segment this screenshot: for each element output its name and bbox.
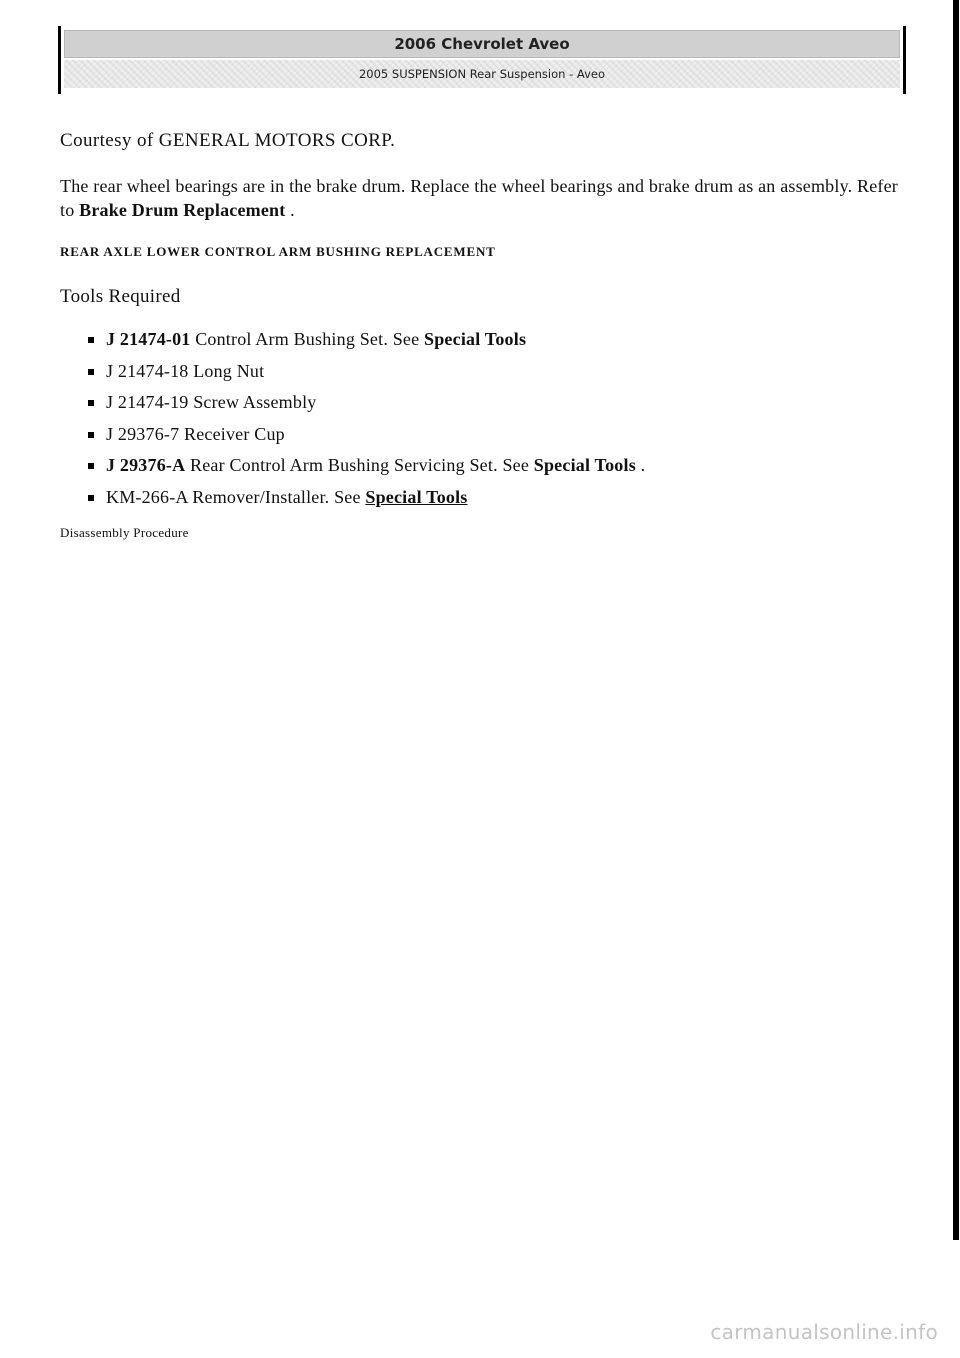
- tool-suffix: .: [635, 455, 646, 475]
- tool-item: [88, 419, 900, 451]
- brake-drum-link[interactable]: Brake Drum Replacement: [79, 200, 286, 220]
- document-header: [58, 26, 906, 94]
- bullet-icon: [88, 369, 94, 375]
- tool-item: [88, 356, 900, 388]
- intro-text: The rear wheel bearings are in the brake drum. Replace the wheel bearings and brake drum as an assembly. Refer to: [60, 176, 898, 220]
- tool-desc: Remover/Installer. See: [187, 486, 366, 507]
- tool-code: J 21474-18: [106, 360, 189, 381]
- tool-item: [88, 450, 900, 482]
- bullet-icon: [88, 463, 94, 469]
- vehicle-title: 2006 Chevrolet Aveo: [64, 30, 900, 58]
- tool-desc: Control Arm Bushing Set. See: [190, 329, 425, 349]
- tool-code: J 21474-19: [106, 392, 189, 412]
- tool-desc: Long Nut: [188, 360, 265, 381]
- tool-item: [88, 324, 900, 356]
- tool-desc: Receiver Cup: [179, 423, 285, 444]
- header-right-rule: [903, 26, 906, 94]
- tool-item: [88, 387, 900, 419]
- special-tools-link[interactable]: Special Tools: [365, 486, 468, 507]
- bullet-icon: [88, 400, 94, 406]
- tool-code: J 29376-A: [106, 455, 186, 475]
- disassembly-heading: Disassembly Procedure: [60, 525, 189, 540]
- bullet-icon: [88, 337, 94, 343]
- tool-code: J 29376-7: [106, 423, 180, 444]
- header-left-rule: [58, 26, 61, 94]
- document-body: [60, 130, 900, 541]
- tools-list: [60, 324, 900, 513]
- section-subtitle: 2005 SUSPENSION Rear Suspension - Aveo: [64, 60, 900, 88]
- intro-text-end: .: [285, 200, 295, 220]
- tool-code: J 21474-01: [106, 329, 191, 349]
- tool-item: [88, 482, 900, 514]
- intro-paragraph: [60, 174, 900, 222]
- special-tools-link[interactable]: Special Tools: [533, 455, 636, 475]
- watermark: carmanualsonline.info: [710, 1320, 938, 1344]
- courtesy-line: Courtesy of GENERAL MOTORS CORP.: [60, 130, 396, 151]
- tool-desc: Screw Assembly: [188, 392, 317, 412]
- tool-desc: Rear Control Arm Bushing Servicing Set. See: [185, 455, 534, 475]
- right-edge-rule: [953, 0, 959, 1240]
- bullet-icon: [88, 432, 94, 438]
- section-heading: REAR AXLE LOWER CONTROL ARM BUSHING REPLACEMENT: [60, 244, 496, 259]
- bullet-icon: [88, 495, 94, 501]
- tool-code: KM-266-A: [106, 486, 188, 507]
- tools-heading: Tools Required: [60, 286, 181, 307]
- special-tools-link[interactable]: Special Tools: [424, 329, 527, 349]
